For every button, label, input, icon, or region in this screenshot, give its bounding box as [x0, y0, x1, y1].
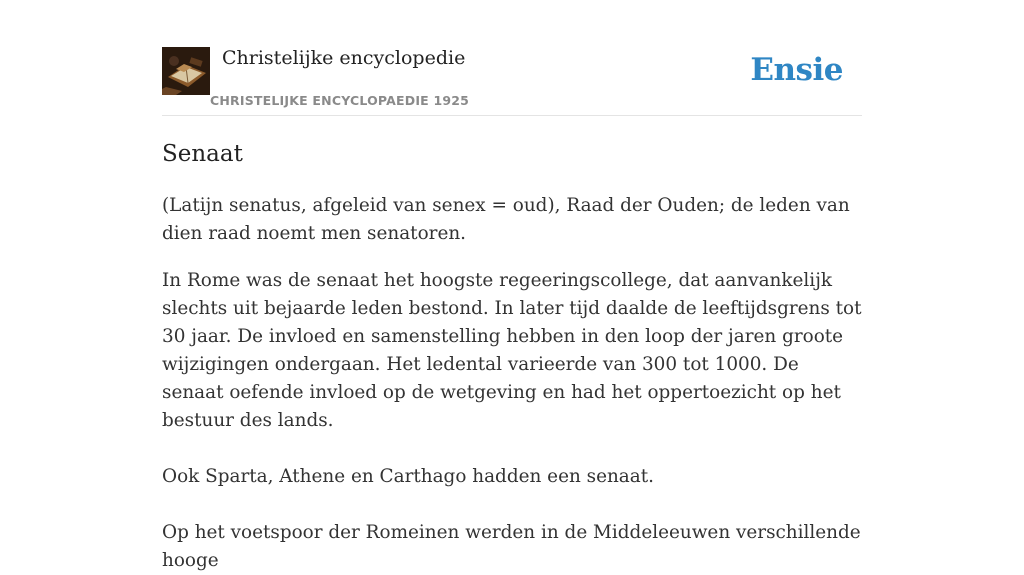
- book-photo-icon: [162, 47, 210, 95]
- article-paragraph: In Rome was de senaat het hoogste regeeringscollege, dat aanvankelijk slechts uit bejaarde leden bestond. In later tijd daalde de leeftijdsgrens tot 30 jaar. De invloed en samenstelling hebben in den loop der jaren groote wijzigingen ondergaan. Het ledental varieerde van 300 tot 1000. De senaat oefende invloed op de wetgeving en had het oppertoezicht op het bestuur des lands.: [162, 270, 862, 431]
- article-title: Senaat: [162, 141, 243, 167]
- header: [162, 0, 862, 116]
- article-paragraph: (Latijn senatus, afgeleid van senex = oud), Raad der Ouden; de leden van dien raad noemt men senatoren.: [162, 195, 850, 244]
- source-avatar[interactable]: [162, 47, 210, 95]
- article-paragraph: Ook Sparta, Athene en Carthago hadden een senaat.: [162, 466, 654, 487]
- article-paragraph: Op het voetspoor der Romeinen werden in de Middeleeuwen verschillende hooge: [162, 522, 861, 571]
- article: [162, 136, 862, 575]
- source-title[interactable]: Christelijke encyclopedie: [222, 47, 466, 69]
- brand-logo[interactable]: Ensie: [750, 52, 843, 88]
- page-container: [162, 0, 862, 571]
- source-subtitle[interactable]: CHRISTELIJKE ENCYCLOPAEDIE 1925: [210, 93, 470, 108]
